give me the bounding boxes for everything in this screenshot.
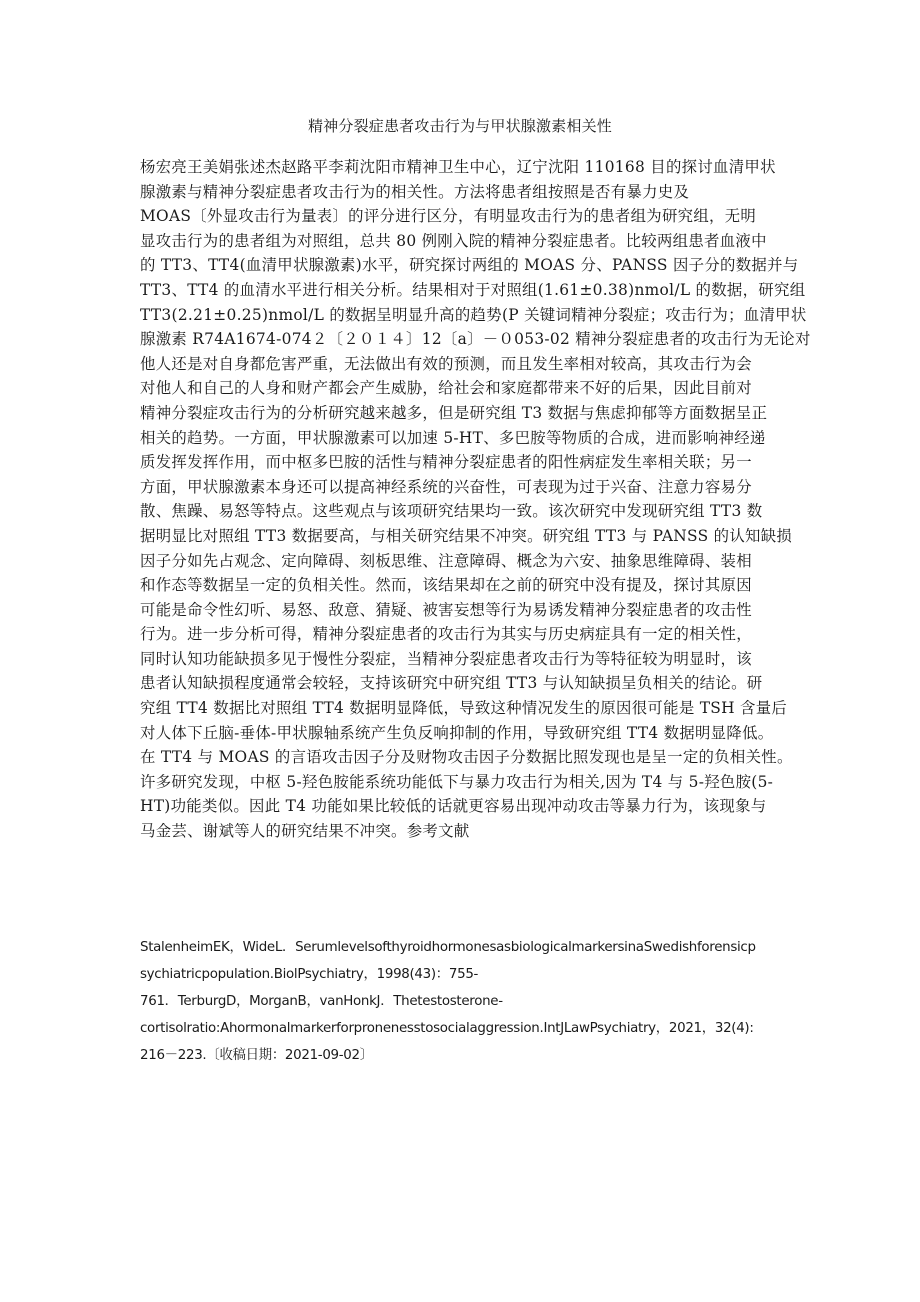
- body-line: TT3、TT4 的血清水平进行相关分析。结果相对于对照组(1.61±0.38)nmol/L 的数据，研究组: [140, 280, 806, 299]
- reference-line: sychiatricpopulation.BiolPsychiatry，1998(43)：755-: [140, 967, 479, 982]
- body-line: TT3(2.21±0.25)nmol/L 的数据呈明显升高的趋势(P 关键词精神分裂症；攻击行为；血清甲状: [140, 305, 807, 324]
- body-line: 显攻击行为的患者组为对照组，总共 80 例刚入院的精神分裂症患者。比较两组患者血液中: [140, 231, 767, 250]
- body-line: 据明显比对照组 TT3 数据要高，与相关研究结果不冲突。研究组 TT3 与 PANSS 的认知缺损: [140, 526, 793, 545]
- body-line: 质发挥发挥作用，而中枢多巴胺的活性与精神分裂症患者的阳性病症发生率相关联；另一: [140, 453, 752, 472]
- reference-line: 761．TerburgD，MorganB，vanHonkJ．Thetestosterone-: [140, 994, 503, 1009]
- body-line: 行为。进一步分析可得，精神分裂症患者的攻击行为其实与历史病症具有一定的相关性，: [140, 625, 752, 644]
- body-line: 腺激素 R74A1674-074２〔２０１４〕12〔a〕－０053-02 精神分裂症患者的攻击行为无论对: [140, 330, 811, 349]
- body-line: 对人体下丘脑-垂体-甲状腺轴系统产生负反响抑制的作用，导致研究组 TT4 数据明显降低。: [140, 723, 774, 742]
- body-line: HT)功能类似。因此 T4 功能如果比较低的话就更容易出现冲动攻击等暴力行为，该现象与: [140, 797, 767, 816]
- body-line: 相关的趋势。一方面，甲状腺激素可以加速 5-HT、多巴胺等物质的合成，进而影响神经递: [140, 428, 766, 447]
- reference-line: cortisolratio:Ahormonalmarkerforpronenesstosocialaggression.IntJLawPsychiatry，2021，32(4):: [140, 1021, 754, 1036]
- document-body: [140, 155, 811, 844]
- body-line: 杨宏亮王美娟张述杰赵路平李莉沈阳市精神卫生中心，辽宁沈阳 110168 目的探讨血清甲状: [140, 158, 776, 176]
- body-line: 腺激素与精神分裂症患者攻击行为的相关性。方法将患者组按照是否有暴力史及: [140, 182, 690, 201]
- reference-line: StalenheimEK，WideL．SerumlevelsofthyroidhormonesasbiologicalmarkersinaSwedishforensicp: [140, 940, 756, 955]
- body-line: 同时认知功能缺损多见于慢性分裂症，当精神分裂症患者攻击行为等特征较为明显时，该: [140, 649, 752, 668]
- document-title: 精神分裂症患者攻击行为与甲状腺激素相关性: [307, 117, 612, 135]
- body-line: MOAS〔外显攻击行为量表〕的评分进行区分，有明显攻击行为的患者组为研究组，无明: [140, 207, 757, 226]
- body-line: 散、焦躁、易怒等特点。这些观点与该项研究结果均一致。该次研究中发现研究组 TT3 数: [140, 502, 763, 521]
- reference-line: 216－223.〔收稿日期：2021-09-02〕: [140, 1048, 373, 1063]
- body-line: 和作态等数据呈一定的负相关性。然而，该结果却在之前的研究中没有提及，探讨其原因: [140, 576, 752, 595]
- body-line: 因子分如先占观念、定向障碍、刻板思维、注意障碍、概念为六安、抽象思维障碍、装相: [140, 551, 752, 570]
- body-line: 他人还是对自身都危害严重，无法做出有效的预测，而且发生率相对较高，其攻击行为会: [140, 354, 752, 373]
- body-line: 精神分裂症攻击行为的分析研究越来越多，但是研究组 T3 数据与焦虑抑郁等方面数据呈正: [140, 403, 768, 422]
- references: [140, 934, 840, 1069]
- body-line: 患者认知缺损程度通常会较轻，支持该研究中研究组 TT3 与认知缺损呈负相关的结论。研: [140, 674, 763, 693]
- body-line: 可能是命令性幻听、易怒、敌意、猜疑、被害妄想等行为易诱发精神分裂症患者的攻击性: [140, 600, 752, 619]
- body-line: 究组 TT4 数据比对照组 TT4 数据明显降低，导致这种情况发生的原因很可能是 TSH 含量后: [140, 699, 788, 718]
- body-line: 对他人和自己的人身和财产都会产生威胁，给社会和家庭都带来不好的后果，因此目前对: [140, 379, 752, 398]
- body-line: 在 TT4 与 MOAS 的言语攻击因子分及财物攻击因子分数据比照发现也是呈一定的负相关性。: [140, 748, 793, 767]
- body-line: 许多研究发现，中枢 5-羟色胺能系统功能低下与暴力攻击行为相关,因为 T4 与 5-羟色胺(5-: [140, 772, 774, 791]
- body-line: 方面，甲状腺激素本身还可以提高神经系统的兴奋性，可表现为过于兴奋、注意力容易分: [140, 477, 752, 496]
- body-line: 马金芸、谢斌等人的研究结果不冲突。参考文献: [140, 822, 470, 841]
- body-line: 的 TT3、TT4(血清甲状腺激素)水平，研究探讨两组的 MOAS 分、PANSS 因子分的数据并与: [140, 256, 799, 275]
